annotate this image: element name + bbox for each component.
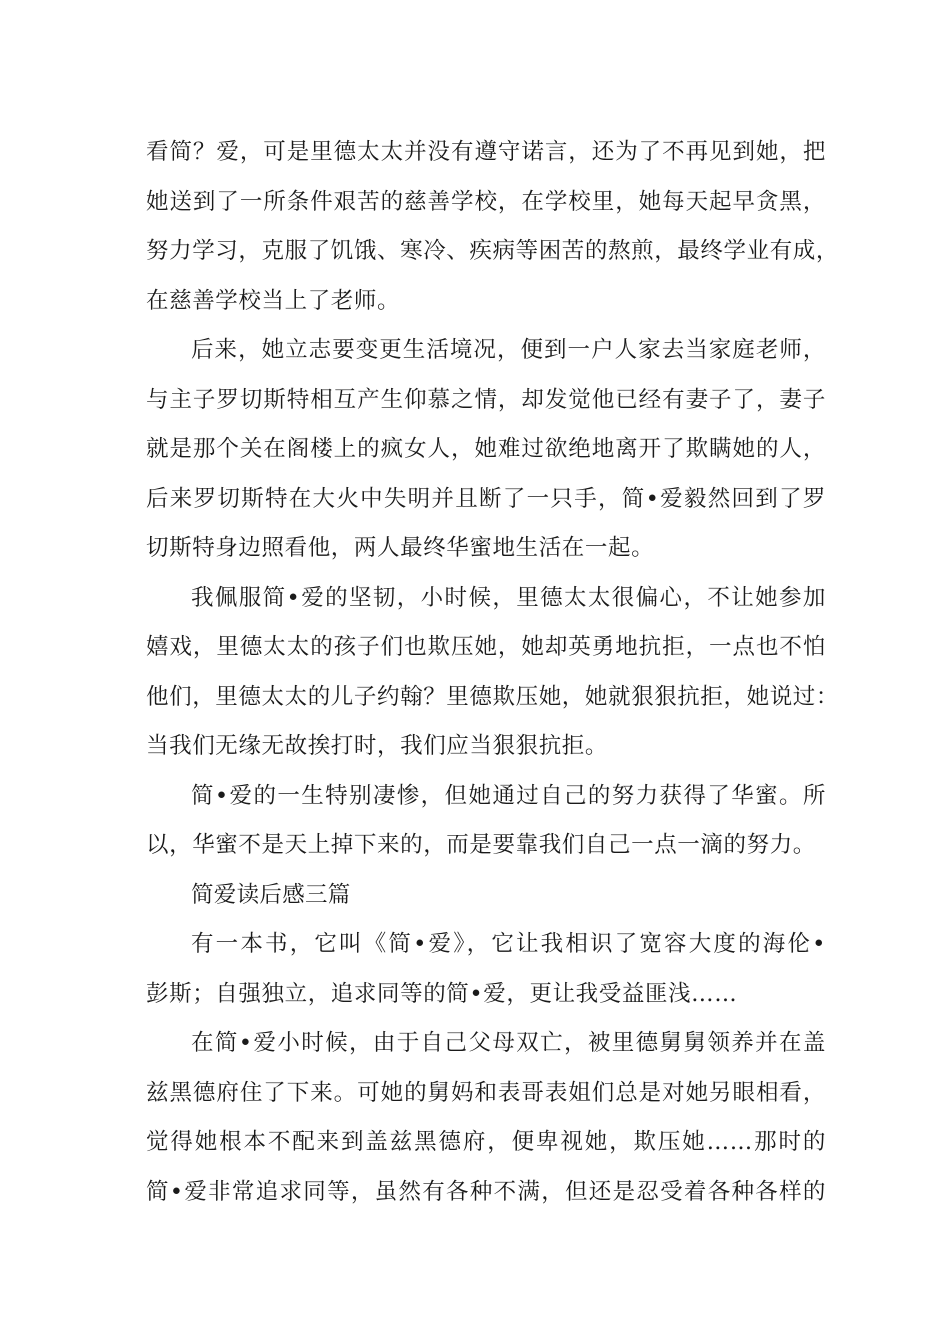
paragraph — [146, 776, 826, 875]
paragraph — [146, 1023, 826, 1221]
paragraph — [146, 924, 826, 1023]
text-line: 他们，里德太太的儿子约翰？里德欺压她，她就狠狠抗拒，她说过： — [146, 683, 840, 710]
text-line: 简•爱非常追求同等，虽然有各种不满，但还是忍受着各种各样的 — [146, 1178, 826, 1205]
text-line: 后来，她立志要变更生活境况，便到一户人家去当家庭老师， — [191, 337, 826, 363]
text-line: 看简？爱，可是里德太太并没有遵守诺言，还为了不再见到她，把 — [146, 139, 826, 165]
text-line: 有一本书，它叫《简•爱》，它让我相识了宽容大度的海伦• — [191, 931, 826, 957]
text-line: 简•爱的一生特别凄惨，但她通过自己的努力获得了华蜜。所 — [191, 782, 826, 809]
text-line: 后来罗切斯特在大火中失明并且断了一只手，简•爱毅然回到了罗 — [146, 485, 826, 512]
text-line: 切斯特身边照看他，两人最终华蜜地生活在一起。 — [146, 535, 655, 561]
text-line: 觉得她根本不配来到盖兹黑德府，便卑视她，欺压她……那时的 — [146, 1129, 826, 1155]
text-line: 以，华蜜不是天上掉下来的，而是要靠我们自己一点一滴的努力。 — [146, 832, 816, 858]
heading-text: 简爱读后感三篇 — [191, 881, 351, 908]
text-line: 就是那个关在阁楼上的疯女人，她难过欲绝地离开了欺瞒她的人， — [146, 436, 826, 462]
document-body — [146, 132, 840, 1221]
text-line: 在简•爱小时候，由于自己父母双亡，被里德舅舅领养并在盖 — [191, 1030, 826, 1056]
text-line: 在慈善学校当上了老师。 — [146, 287, 401, 314]
text-line: 彭斯；自强独立，追求同等的简•爱，更让我受益匪浅…… — [146, 980, 738, 1007]
text-line: 与主子罗切斯特相互产生仰慕之情，却发觉他已经有妻子了，妻子 — [146, 386, 826, 413]
paragraph — [146, 330, 826, 578]
text-line: 兹黑德府住了下来。可她的舅妈和表哥表姐们总是对她另眼相看， — [146, 1079, 826, 1106]
section-heading — [146, 875, 826, 925]
text-line: 她送到了一所条件艰苦的慈善学校，在学校里，她每天起早贪黑， — [146, 188, 826, 215]
text-line: 我佩服简•爱的坚韧，小时候，里德太太很偏心，不让她参加 — [191, 584, 826, 611]
paragraph — [146, 578, 840, 776]
paragraph — [146, 132, 840, 330]
text-line: 嬉戏，里德太太的孩子们也欺压她，她却英勇地抗拒，一点也不怕 — [146, 634, 826, 660]
text-line: 努力学习，克服了饥饿、寒冷、疾病等困苦的熬煎，最终学业有成， — [146, 238, 840, 264]
text-line: 当我们无缘无故挨打时，我们应当狠狠抗拒。 — [146, 733, 609, 759]
